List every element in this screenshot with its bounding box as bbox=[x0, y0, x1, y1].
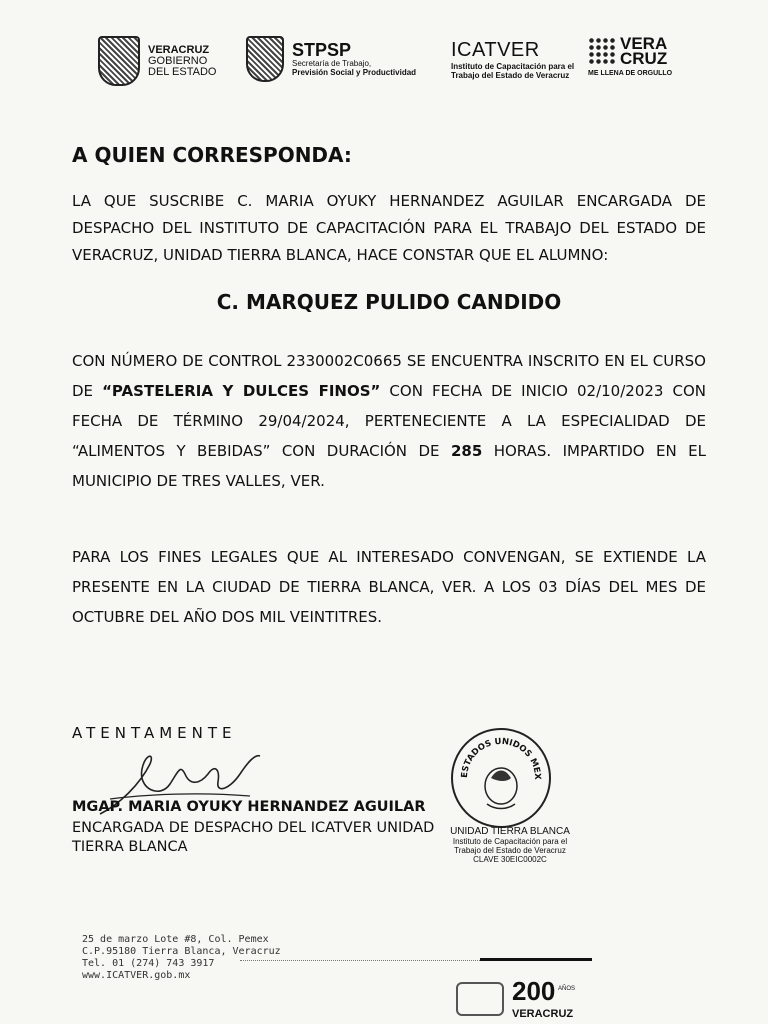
stpsp-logo bbox=[246, 36, 416, 82]
anniversary-word: AÑOS bbox=[558, 986, 576, 992]
footer-addr2: C.P.95180 Tierra Blanca, Veracruz bbox=[82, 946, 281, 957]
mexican-eagle-icon bbox=[453, 730, 549, 826]
veracruz-line2: CRUZ bbox=[620, 49, 668, 68]
official-seal bbox=[451, 728, 551, 828]
icatver-title: ICATVER bbox=[451, 39, 540, 61]
stamp-line1: UNIDAD TIERRA BLANCA bbox=[450, 826, 570, 837]
intro-paragraph: LA QUE SUSCRIBE C. MARIA OYUKY HERNANDEZ AGUILAR ENCARGADA DE DESPACHO DEL INSTITUTO DE CAPACITACIÓN PARA EL TRABAJO DEL ESTADO DE VERACRUZ, UNIDAD TIERRA BLANCA, HACE CONSTAR QUE EL ALUMNO: bbox=[72, 192, 706, 264]
greeting: A QUIEN CORRESPONDA: bbox=[72, 143, 352, 167]
gobierno-line3: DEL ESTADO bbox=[148, 65, 217, 78]
footer-phone: Tel. 01 (274) 743 3917 bbox=[82, 958, 215, 969]
veracruz-logo bbox=[588, 36, 672, 78]
enrollment-text-a: CON NÚMERO DE CONTROL 2330002C0665 SE ENCUENTRA INSCRITO EN EL CURSO DE bbox=[72, 352, 706, 400]
veracruz-shield-icon bbox=[98, 36, 140, 86]
anniversary-emblem-icon bbox=[456, 982, 504, 1016]
icatver-sub2: Trabajo del Estado de Veracruz bbox=[451, 71, 570, 80]
stpsp-shield-icon bbox=[246, 36, 284, 82]
enrollment-paragraph bbox=[72, 346, 706, 496]
student-name: C. MARQUEZ PULIDO CANDIDO bbox=[216, 290, 562, 314]
anniversary-number: 200 bbox=[512, 976, 556, 1006]
signer-title-line2: TIERRA BLANCA bbox=[72, 839, 188, 855]
gobierno-logo bbox=[98, 36, 216, 86]
stamp-text bbox=[448, 826, 572, 864]
course-hours: 285 bbox=[450, 442, 483, 460]
stamp-line3: Trabajo del Estado de Veracruz bbox=[454, 846, 566, 855]
seal-ring-text: ESTADOS UNIDOS MEX bbox=[459, 736, 543, 780]
footer-address bbox=[82, 934, 281, 982]
gobierno-line2: GOBIERNO bbox=[148, 54, 208, 67]
enrollment-text-b: CON FECHA DE INICIO 02/10/2023 CON FECHA DE TÉRMINO 29/04/2024, PERTENECIENTE A LA ESPECIALIDAD DE “ALIMENTOS Y BEBIDAS” CON DURACIÓN DE bbox=[72, 382, 706, 460]
legal-paragraph: PARA LOS FINES LEGALES QUE AL INTERESADO CONVENGAN, SE EXTIENDE LA PRESENTE EN LA CIUDAD DE TIERRA BLANCA, VER. A LOS 03 DÍAS DEL MES DE OCTUBRE DEL AÑO DOS MIL VEINTITRES. bbox=[72, 548, 706, 626]
veracruz-slogan: ME LLENA DE ORGULLO bbox=[588, 70, 673, 77]
veracruz-line1: VERA bbox=[620, 34, 668, 53]
enrollment-text-c: HORAS. IMPARTIDO EN EL MUNICIPIO DE TRES VALLES, VER. bbox=[72, 442, 707, 490]
veracruz-pattern-icon bbox=[588, 37, 616, 65]
icatver-logo bbox=[451, 40, 574, 80]
stpsp-sub2: Previsión Social y Productividad bbox=[292, 68, 417, 77]
icatver-sub1: Instituto de Capacitación para el bbox=[451, 62, 575, 71]
stamp-line2: Instituto de Capacitación para el bbox=[452, 837, 568, 846]
footer-addr1: 25 de marzo Lote #8, Col. Pemex bbox=[82, 934, 269, 945]
closing: ATENTAMENTE bbox=[72, 724, 237, 742]
footer-web: www.ICATVER.gob.mx bbox=[82, 970, 191, 981]
course-name: “PASTELERIA Y DULCES FINOS” bbox=[102, 382, 381, 400]
footer-bar bbox=[480, 958, 592, 961]
gobierno-line1: VERACRUZ bbox=[148, 43, 210, 56]
stamp-line4: CLAVE 30EIC0002C bbox=[473, 855, 547, 864]
signer-name: MGAP. MARIA OYUKY HERNANDEZ AGUILAR bbox=[72, 799, 426, 815]
signer-title-line1: ENCARGADA DE DESPACHO DEL ICATVER UNIDAD bbox=[72, 820, 435, 836]
anniversary-state: VERACRUZ bbox=[512, 1008, 574, 1020]
stpsp-title: STPSP bbox=[292, 40, 352, 60]
stpsp-sub1: Secretaría de Trabajo, bbox=[292, 59, 372, 68]
